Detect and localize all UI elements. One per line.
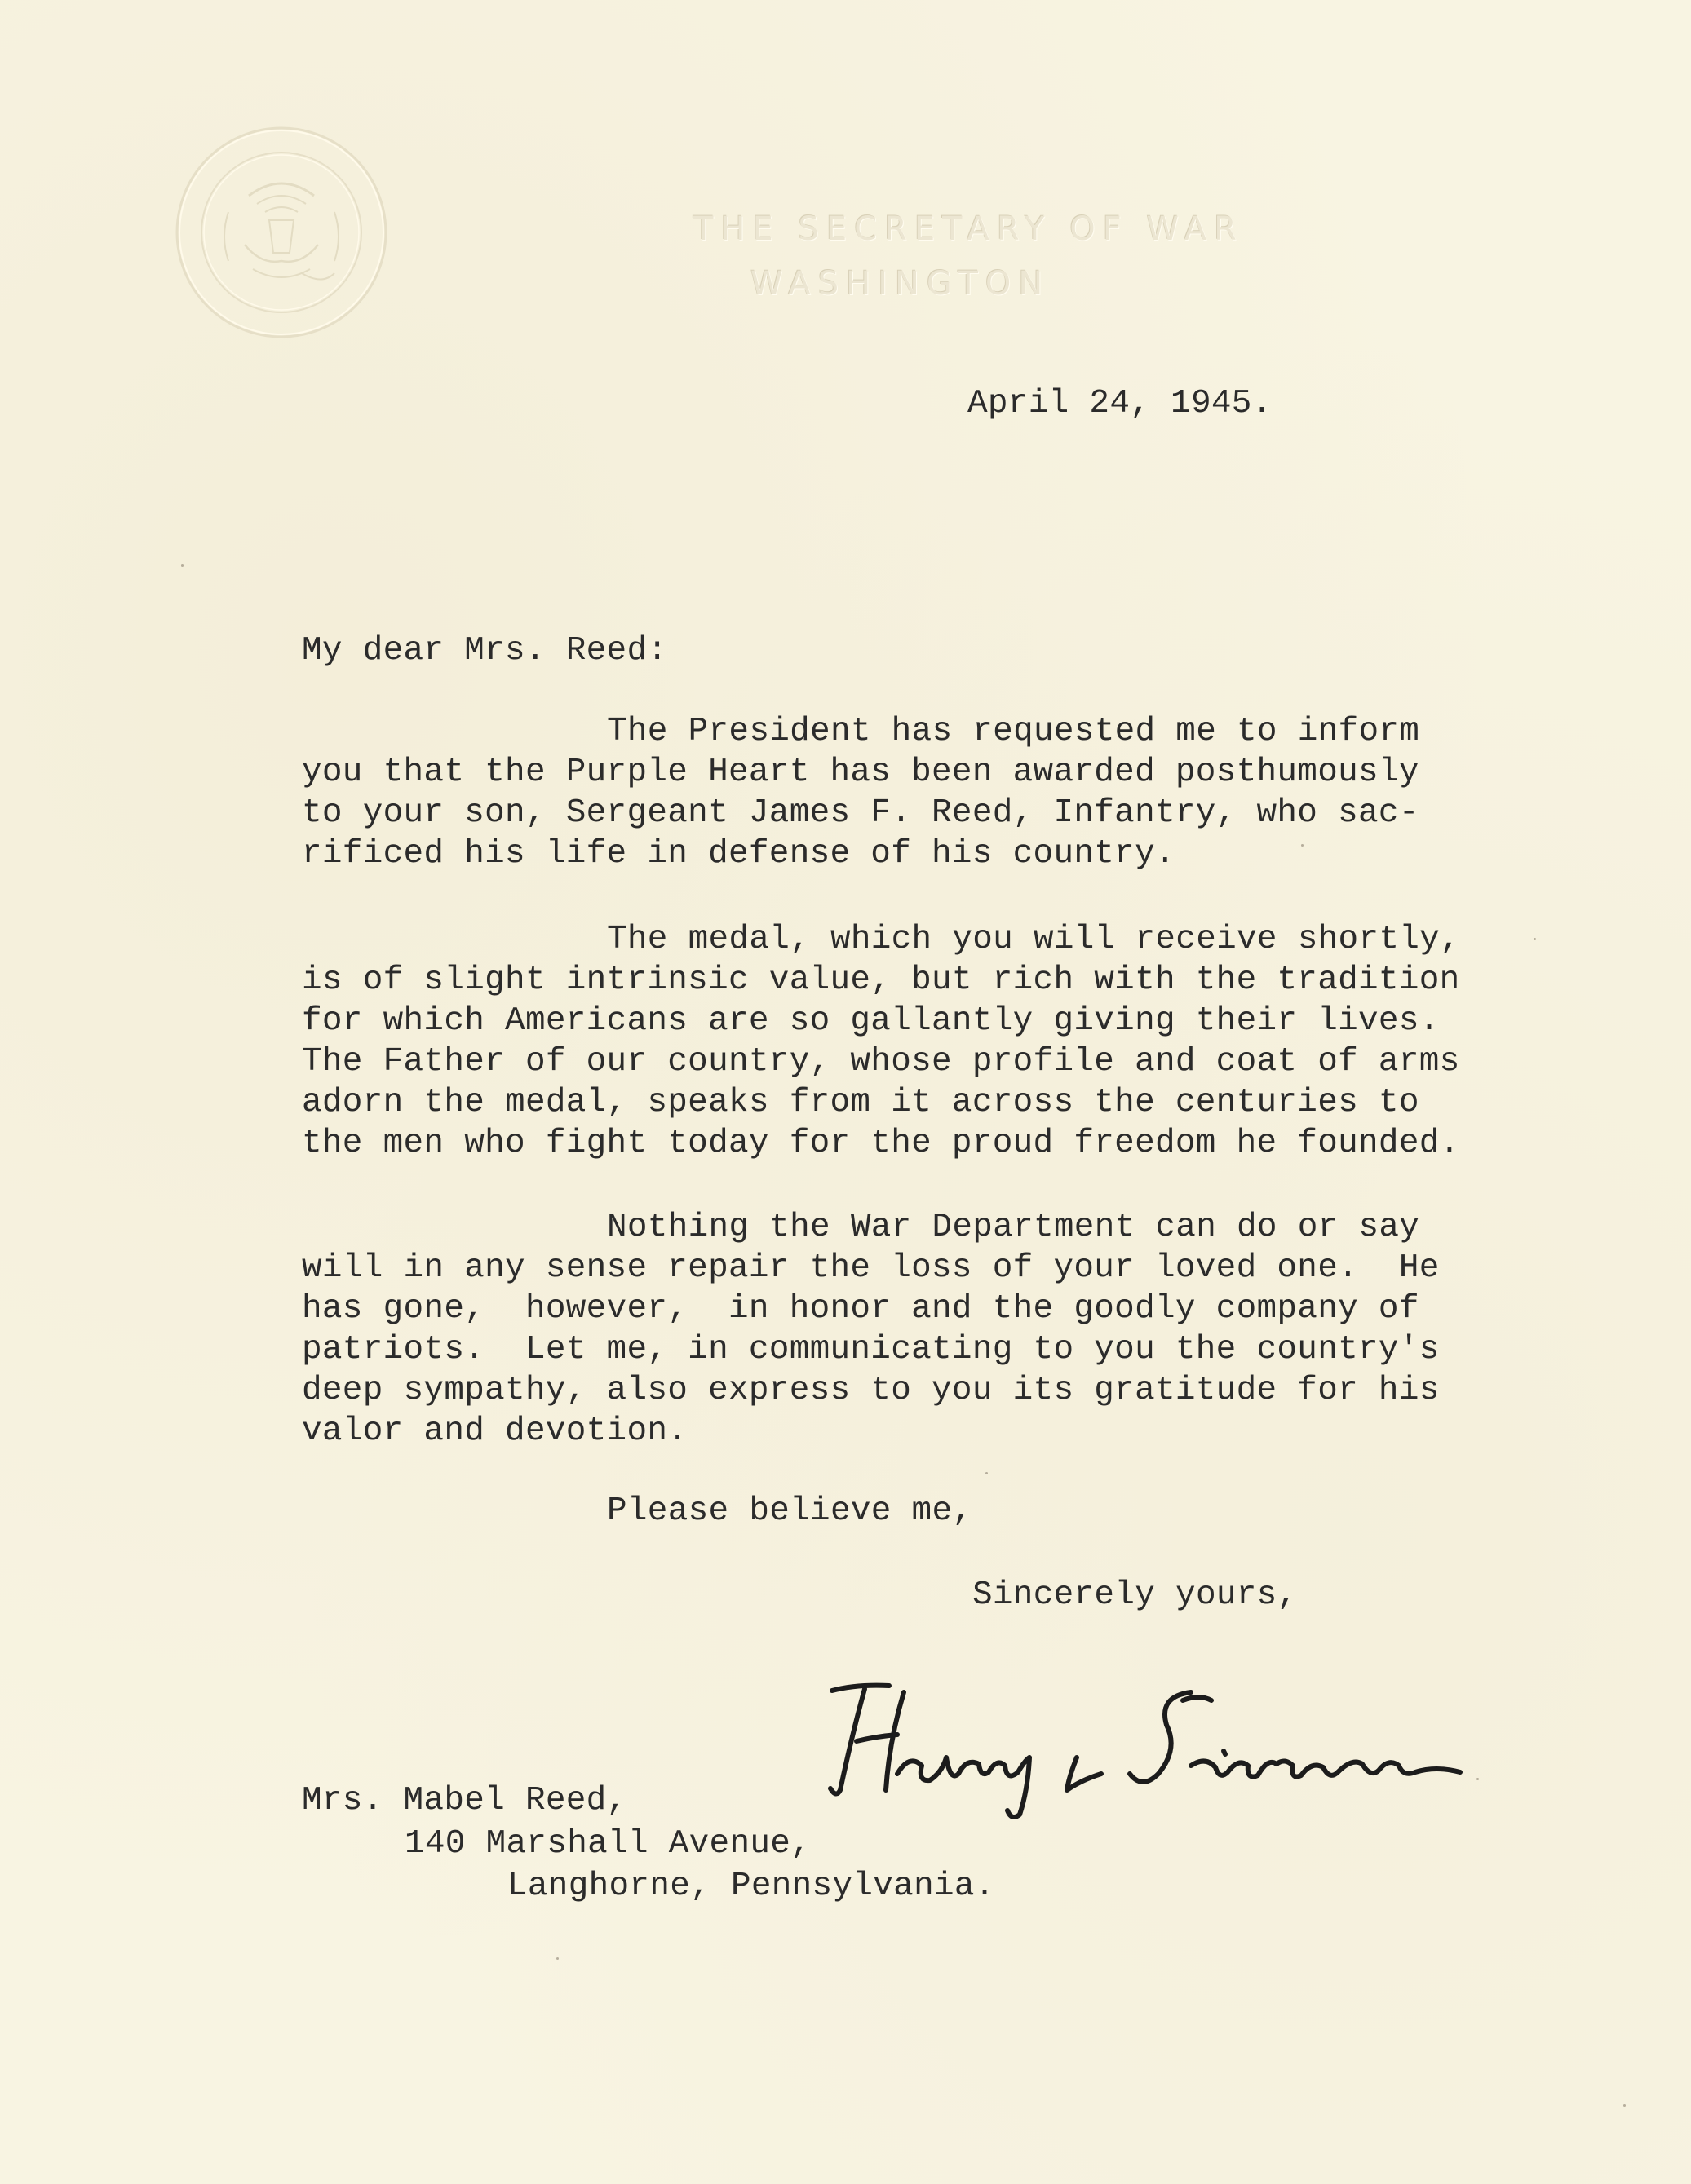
paragraph-line: Nothing the War Department can do or say [607, 1209, 1420, 1246]
letterhead-title: THE SECRETARY OF WAR [693, 210, 1244, 248]
paper-speck [1301, 844, 1304, 847]
paragraph-line: you that the Purple Heart has been awarded posthumously [302, 754, 1419, 791]
addressee-city: Langhorne, Pennsylvania. [507, 1868, 995, 1905]
paragraph-line: The medal, which you will receive shortly, [607, 921, 1460, 958]
paper-speck [1534, 938, 1536, 940]
paper-speck [985, 1472, 988, 1474]
paragraph-line: deep sympathy, also express to you its gratitude for his [302, 1372, 1440, 1409]
paper-speck [181, 564, 184, 567]
paragraph-line: is of slight intrinsic value, but rich with the tradition [302, 962, 1460, 999]
body-paragraph-2 [302, 919, 1476, 1164]
paragraph-line: will in any sense repair the loss of your loved one. He [302, 1249, 1440, 1287]
paper-speck [1476, 1778, 1479, 1780]
paragraph-line: for which Americans are so gallantly giving their lives. [302, 1002, 1440, 1040]
paragraph-line: patriots. Let me, in communicating to you the country's [302, 1331, 1440, 1368]
letterhead-city: WASHINGTON [750, 265, 1051, 303]
body-paragraph-1 [302, 711, 1476, 874]
closing-pre: Please believe me, [607, 1492, 973, 1530]
paragraph-line: to your son, Sergeant James F. Reed, Infantry, who sac- [302, 794, 1419, 832]
paragraph-line: The President has requested me to inform [607, 713, 1420, 750]
paragraph-line: has gone, however, in honor and the goodly company of [302, 1290, 1419, 1328]
body-paragraph-3 [302, 1207, 1476, 1452]
addressee-street: 140 Marshall Avenue, [405, 1825, 812, 1863]
paper-speck [556, 1957, 559, 1960]
paragraph-line: the men who fight today for the proud freedom he founded. [302, 1125, 1460, 1162]
closing: Sincerely yours, [972, 1576, 1298, 1614]
letter-date: April 24, 1945. [967, 385, 1273, 422]
paragraph-line: valor and devotion. [302, 1413, 688, 1450]
paragraph-line: rificed his life in defense of his country. [302, 835, 1175, 873]
paragraph-line: adorn the medal, speaks from it across the centuries to [302, 1084, 1419, 1121]
handwritten-signature [808, 1676, 1476, 1823]
paper-speck [1623, 2104, 1626, 2107]
salutation: My dear Mrs. Reed: [302, 632, 668, 670]
embossed-seal-icon [171, 122, 392, 343]
paragraph-line: The Father of our country, whose profile and coat of arms [302, 1043, 1460, 1081]
addressee-name: Mrs. Mabel Reed, [302, 1782, 627, 1819]
